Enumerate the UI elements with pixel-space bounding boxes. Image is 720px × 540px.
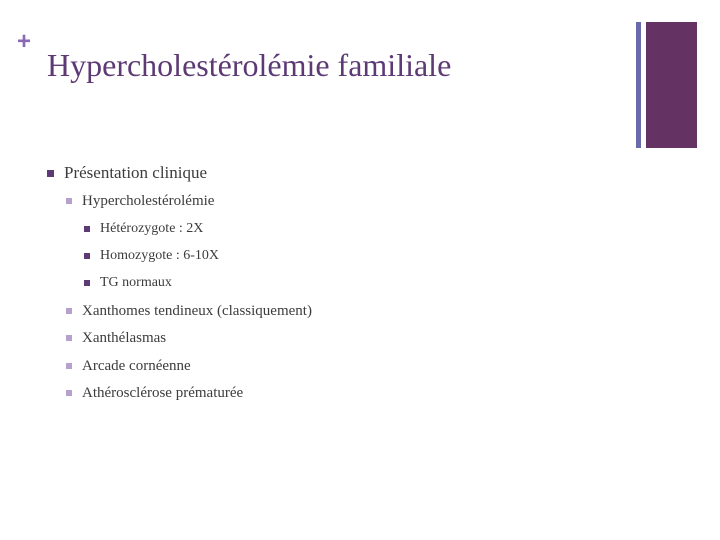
- bullet-item-level2: [82, 356, 191, 376]
- bullet-marker: [66, 308, 72, 314]
- bullet-marker: [47, 170, 54, 177]
- bullet-text: Xanthomes tendineux (classiquement): [82, 303, 312, 319]
- bullet-item-level2: [82, 328, 166, 348]
- bullet-marker: [66, 390, 72, 396]
- bullet-item-level3: [100, 246, 219, 266]
- bullet-marker: [66, 363, 72, 369]
- bullet-item-level2: [82, 383, 243, 403]
- bullet-marker: [66, 335, 72, 341]
- bullet-text: Athérosclérose prématurée: [82, 385, 244, 401]
- bullet-text: Présentation clinique: [64, 163, 208, 182]
- bullet-text: Xanthélasmas: [82, 330, 167, 346]
- bullet-marker: [84, 253, 90, 259]
- bullet-item-level2: [82, 301, 312, 321]
- bullet-marker: [66, 198, 72, 204]
- bullet-item-level3: [100, 273, 172, 293]
- bullet-text: TG normaux: [100, 275, 172, 290]
- bullet-marker: [84, 226, 90, 232]
- slide-title: Hypercholestérolémie familiale: [47, 47, 452, 83]
- bullet-text: Hypercholestérolémie: [82, 193, 215, 209]
- bullet-text: Homozygote : 6-10X: [100, 248, 219, 263]
- plus-decoration: +: [17, 28, 32, 55]
- bullet-item-level3: [100, 219, 203, 239]
- bullet-marker: [84, 280, 90, 286]
- bullet-item-level2: [82, 191, 214, 211]
- bullet-item-level1: [64, 162, 207, 184]
- bullet-text: Hétérozygote : 2X: [100, 221, 204, 236]
- bullet-text: Arcade cornéenne: [82, 358, 191, 374]
